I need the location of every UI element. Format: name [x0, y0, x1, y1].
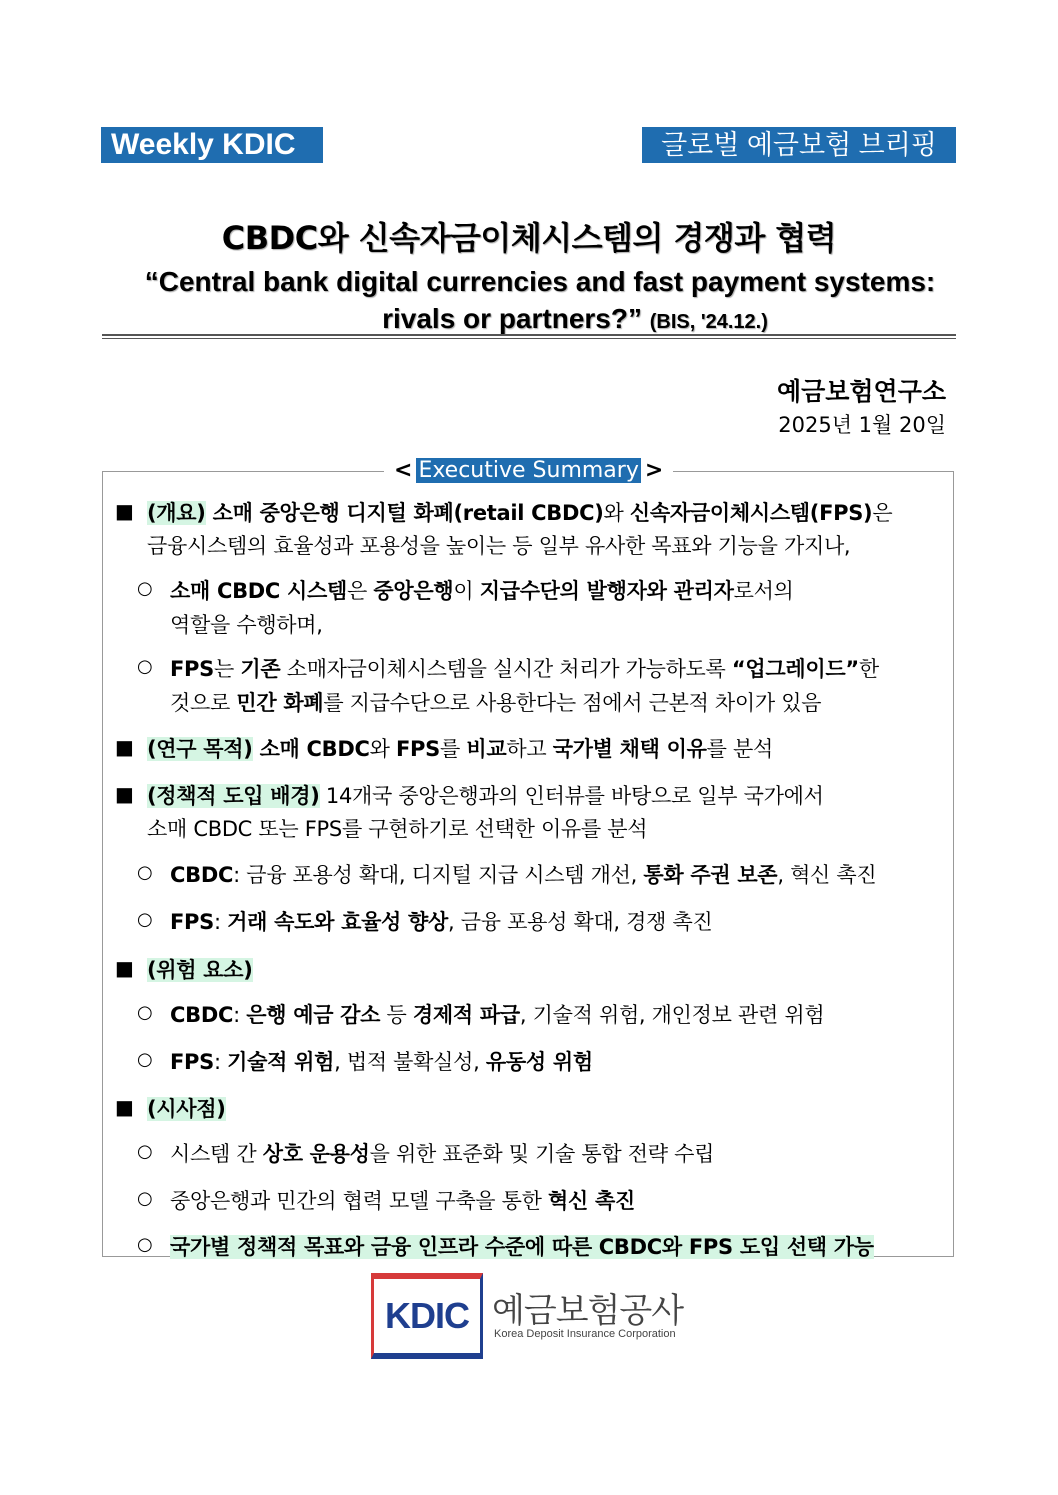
kdic-logo-english-name: Korea Deposit Insurance Corporation: [494, 1328, 676, 1340]
text-bold: 혁신 촉진: [548, 1189, 635, 1213]
circle-bullet: ○: [137, 656, 153, 677]
text: 를 지급수단으로 사용한다는 점에서 근본적 차이가 있음: [323, 691, 822, 715]
square-bullet: ■: [115, 735, 134, 759]
title-divider: [102, 334, 956, 336]
circle-bullet: ○: [137, 1234, 153, 1255]
text: 시스템 간: [170, 1142, 263, 1166]
text: , 혁신 촉진: [777, 863, 877, 887]
text: , 금융 포용성 확대, 경쟁 촉진: [448, 910, 713, 934]
text-bold: 소매 CBDC: [252, 737, 370, 761]
english-title-line2: [0, 303, 1058, 335]
summary-subitem-fps-risks: [170, 1046, 593, 1076]
text: , 법적 불확실성,: [334, 1050, 486, 1074]
text: , 기술적 위험, 개인정보 관련 위험: [519, 1003, 825, 1027]
text-bold: 신속자금이체시스템(FPS): [629, 501, 873, 525]
english-title-line1: “Central bank digital currencies and fast payment systems:: [144, 266, 936, 297]
text: :: [213, 910, 228, 934]
text-bold: FPS: [170, 657, 214, 681]
overview-tag: (개요): [147, 501, 206, 525]
text-bold: 기술적 위험: [227, 1050, 335, 1074]
text: 하고: [506, 737, 553, 761]
text-bold: FPS: [170, 910, 214, 934]
summary-item-overview-line2: 금융시스템의 효율성과 포용성을 높이는 등 일부 유사한 목표와 기능을 가지나,: [147, 534, 851, 558]
summary-subitem-cbdc-role: [170, 575, 794, 605]
text: 은: [872, 501, 893, 525]
text: 14개국 중앙은행과의 인터뷰를 바탕으로 일부 국가에서: [319, 784, 824, 808]
circle-bullet: ○: [137, 1049, 153, 1070]
text-bold: 비교: [466, 737, 507, 761]
circle-bullet: ○: [137, 1141, 153, 1162]
background-tag: (정책적 도입 배경): [147, 784, 320, 808]
summary-subitem-cbdc-role-line2: 역할을 수행하며,: [170, 613, 323, 637]
summary-item-background-line2: 소매 CBDC 또는 FPS를 구현하기로 선택한 이유를 분석: [147, 817, 648, 841]
text: 이: [453, 579, 480, 603]
text-bold: 중앙은행: [373, 579, 454, 603]
text-bold: 지급수단의 발행자와 관리자: [479, 579, 734, 603]
weekly-kdic-tag: Weekly KDIC: [101, 127, 323, 163]
text: 것으로: [170, 691, 237, 715]
text: : 금융 포용성 확대, 디지털 지급 시스템 개선,: [233, 863, 644, 887]
summary-subitem-fps-role-line2: [170, 687, 821, 717]
heading-close-bracket: >: [644, 458, 664, 483]
title-divider-thin: [102, 338, 956, 339]
heading-open-bracket: <: [394, 458, 413, 483]
text: 를: [439, 737, 467, 761]
circle-bullet: ○: [137, 1002, 153, 1023]
text-bold: 상호 운용성: [262, 1142, 370, 1166]
text: :: [233, 1003, 247, 1027]
square-bullet: ■: [115, 1095, 134, 1119]
publish-date: 2025년 1월 20일: [778, 413, 946, 437]
summary-item-risks: [147, 954, 253, 984]
summary-subitem-country-choice: [170, 1231, 874, 1261]
text: 로서의: [733, 579, 794, 603]
page-title: CBDC와 신속자금이체시스템의 경쟁과 협력: [221, 219, 837, 257]
text-bold: 기존: [240, 657, 281, 681]
circle-bullet: ○: [137, 862, 153, 883]
summary-subitem-fps-role: [170, 653, 879, 683]
kdic-logo-korean-name: 예금보험공사: [492, 1291, 684, 1331]
risks-tag: (위험 요소): [147, 958, 253, 982]
text-bold: 소매 중앙은행 디지털 화폐(retail CBDC): [205, 501, 604, 525]
text-bold: 통화 주권 보존: [643, 863, 778, 887]
text: 등: [380, 1003, 413, 1027]
circle-bullet: ○: [137, 909, 153, 930]
kdic-logo-mark: KDIC: [371, 1273, 483, 1359]
english-title-text: rivals or partners?”: [382, 303, 642, 334]
text-bold: 국가별 채택 이유: [552, 737, 707, 761]
summary-subitem-cbdc-risks: [170, 999, 824, 1029]
square-bullet: ■: [115, 782, 134, 806]
text: 중앙은행과 민간의 협력 모델 구축을 통한: [170, 1189, 549, 1213]
text: 와: [603, 501, 630, 525]
text-bold: 민간 화폐: [236, 691, 324, 715]
summary-subitem-fps-reasons: [170, 906, 713, 936]
circle-bullet: ○: [137, 578, 153, 599]
text: 한: [858, 657, 879, 681]
source-citation: (BIS, '24.12.): [649, 311, 768, 333]
square-bullet: ■: [115, 956, 134, 980]
square-bullet: ■: [115, 499, 134, 523]
text: 소매자금이체시스템을 실시간 처리가 가능하도록: [280, 657, 732, 681]
executive-summary-heading: [384, 458, 673, 483]
summary-item-overview: [147, 497, 892, 527]
global-briefing-tag: 글로벌 예금보험 브리핑: [642, 127, 956, 163]
summary-subitem-cooperation: [170, 1185, 635, 1215]
text: 을 위한 표준화 및 기술 통합 전략 수립: [369, 1142, 715, 1166]
text: 는: [213, 657, 241, 681]
text-bold: FPS: [170, 1050, 214, 1074]
text-bold: 국가별 정책적 목표와 금융 인프라 수준에 따른 CBDC와 FPS 도입 선택 가능: [170, 1235, 874, 1259]
author-org: 예금보험연구소: [776, 377, 946, 406]
text-bold: “업그레이드”: [731, 657, 859, 681]
summary-subitem-cbdc-reasons: [170, 859, 876, 889]
heading-text: Executive Summary: [418, 458, 639, 483]
summary-item-background: [147, 780, 824, 810]
text-bold: 소매 CBDC 시스템: [170, 579, 348, 603]
text-bold: FPS: [396, 737, 440, 761]
text-bold: 유동성 위험: [485, 1050, 593, 1074]
summary-subitem-interoperability: [170, 1138, 714, 1168]
text: 은: [347, 579, 374, 603]
summary-item-implications: [147, 1093, 226, 1123]
text-bold: CBDC: [170, 863, 234, 887]
text: 를 분석: [706, 737, 773, 761]
text-bold: 거래 속도와 효율성 향상: [227, 910, 449, 934]
circle-bullet: ○: [137, 1188, 153, 1209]
summary-item-purpose: [147, 733, 773, 763]
implications-tag: (시사점): [147, 1097, 226, 1121]
text-bold: 경제적 파급: [412, 1003, 520, 1027]
purpose-tag: (연구 목적): [147, 737, 253, 761]
text-bold: 은행 예금 감소: [246, 1003, 381, 1027]
text-bold: CBDC: [170, 1003, 234, 1027]
text: :: [213, 1050, 228, 1074]
text: 와: [369, 737, 396, 761]
